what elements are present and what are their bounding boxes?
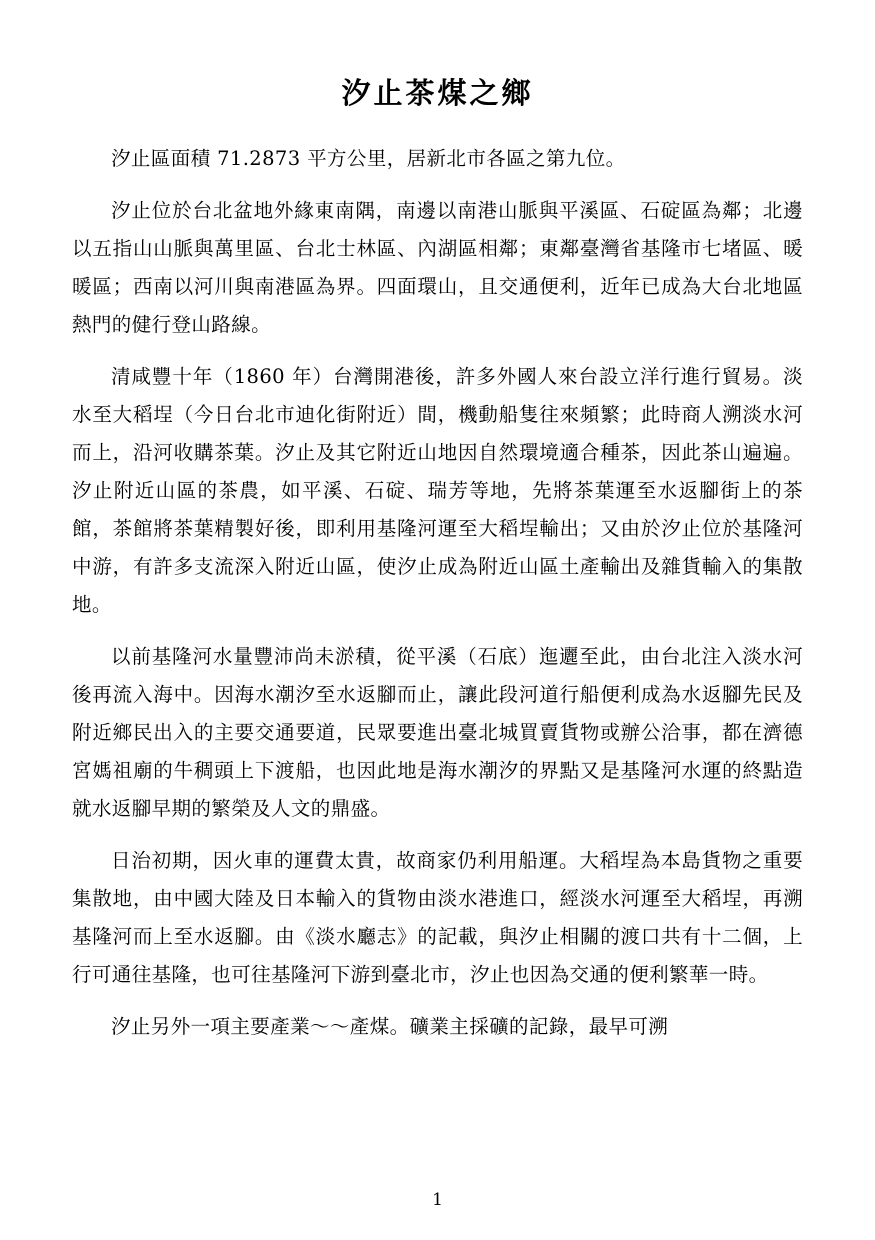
document-body: [72, 140, 803, 1060]
page-number: 1: [432, 1190, 443, 1210]
paragraph-1: 汐止區面積 71.2873 平方公里，居新北市各區之第九位。: [111, 146, 626, 170]
paragraph-4: 以前基隆河水量豐沛尚未淤積，從平溪（石底）迤邐至此，由台北注入淡水河後再流入海中。因海水潮汐至水返腳而止，讓此段河道行船便利成為水返腳先民及附近鄉民出入的主要交通要道，民眾要進出臺北城買賣貨物或辦公洽事，都在濟德宮媽祖廟的牛稠頭上下渡船，也因此地是海水潮汐的界點又是基隆河水運的終點造就水返腳早期的繁榮及人文的鼎盛。: [72, 644, 803, 820]
paragraph-3: 清咸豐十年（1860 年）台灣開港後，許多外國人來台設立洋行進行貿易。淡水至大稻埕（今日台北市迪化街附近）間，機動船隻往來頻繁；此時商人溯淡水河而上，沿河收購茶葉。汐止及其它附近山地因自然環境適合種茶，因此茶山遍遍。汐止附近山區的茶農，如平溪、石碇、瑞芳等地，先將茶葉運至水返腳街上的茶館，茶館將茶葉精製好後，即利用基隆河運至大稻埕輸出；又由於汐止位於基隆河中游，有許多支流深入附近山區，使汐止成為附近山區土產輸出及雜貨輸入的集散地。: [72, 364, 803, 616]
paragraph-5: 日治初期，因火車的運費太貴，故商家仍利用船運。大稻埕為本島貨物之重要集散地，由中國大陸及日本輸入的貨物由淡水港進口，經淡水河運至大稻埕，再溯基隆河而上至水返腳。由《淡水廳志》的記載，與汐止相關的渡口共有十二個，上行可通往基隆，也可往基隆河下游到臺北市，汐止也因為交通的便利繁華一時。: [72, 848, 803, 986]
paragraph-2: 汐止位於台北盆地外緣東南隅，南邊以南港山脈與平溪區、石碇區為鄰；北邊以五指山山脈與萬里區、台北士林區、內湖區相鄰；東鄰臺灣省基隆市七堵區、暖暖區；西南以河川與南港區為界。四面環山，且交通便利，近年已成為大台北地區熱門的健行登山路線。: [72, 198, 803, 336]
paragraph-6: 汐止另外一項主要產業～～產煤。礦業主採礦的記錄，最早可溯: [111, 1014, 669, 1038]
page-title: 汐止茶煤之鄉: [341, 76, 534, 110]
